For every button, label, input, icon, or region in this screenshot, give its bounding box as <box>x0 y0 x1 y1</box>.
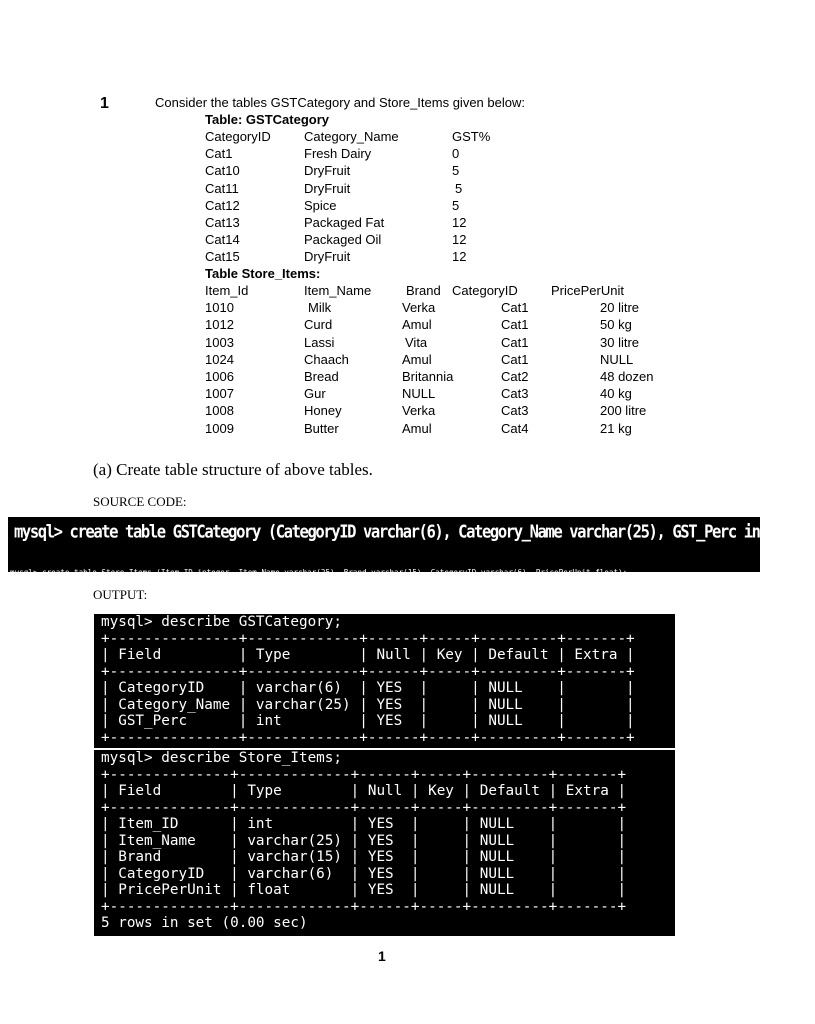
table-header-cell: GST% <box>452 129 491 144</box>
table-cell: 1003 <box>205 334 234 350</box>
table-cell: Britannia <box>402 368 454 384</box>
table-cell: Amul <box>402 351 432 367</box>
table1-title: Table: GSTCategory <box>205 112 330 127</box>
table-cell: Vita <box>405 334 428 350</box>
table-cell: 12 <box>452 249 467 265</box>
terminal-line: | CategoryID | varchar(6) | YES | | NULL | | <box>101 865 627 882</box>
table-cell: 1024 <box>205 351 234 367</box>
table-cell: DryFruit <box>304 180 351 196</box>
sql-query-ok-line: Query OK, 0 rows affected (0.04 sec) <box>10 598 175 607</box>
terminal-line: | PricePerUnit | float | YES | | NULL | | <box>101 882 627 898</box>
table-header-row <box>205 283 665 300</box>
gstcategory-table <box>205 129 505 267</box>
table-header-cell: PricePerUnit <box>551 283 624 298</box>
table-cell: 12 <box>452 232 467 248</box>
table-cell: Cat13 <box>205 214 240 230</box>
terminal-line: | Brand | varchar(15) | YES | | NULL | | <box>101 849 627 865</box>
table-cell: Verka <box>402 403 436 419</box>
table-cell: Cat1 <box>205 146 233 162</box>
table-cell: Cat3 <box>501 403 529 419</box>
table-cell: Bread <box>304 368 339 384</box>
table2-title: Table Store_Items: <box>205 266 321 281</box>
table-cell: Amul <box>402 317 432 333</box>
table-cell: Packaged Oil <box>304 232 382 248</box>
table-row <box>205 232 505 249</box>
terminal-line: | Field | Type | Null | Key | Default | Extra | <box>101 783 627 799</box>
terminal-line: +---------------+-------------+------+-----+---------+-------+ <box>101 630 635 647</box>
table-row <box>205 215 505 232</box>
terminal-line: | CategoryID | varchar(6) | YES | | NULL | | <box>101 680 635 696</box>
table-cell: Cat1 <box>501 317 529 333</box>
table-cell: NULL <box>600 351 634 367</box>
table-header-cell: Item_Id <box>205 283 249 298</box>
table-cell: Cat1 <box>501 300 529 316</box>
table-row <box>205 335 665 352</box>
table-cell: 0 <box>452 146 460 162</box>
table-row <box>205 300 665 317</box>
table-cell: Cat3 <box>501 386 529 402</box>
table-row <box>205 198 505 215</box>
terminal-line: mysql> describe GSTCategory; <box>101 614 343 630</box>
terminal-line: +--------------+-------------+------+-----+---------+-------+ <box>101 898 627 915</box>
terminal-line: | Item_Name | varchar(25) | YES | | NULL | | <box>101 832 627 849</box>
sql-create-gstcategory: mysql> create table GSTCategory (CategoryID varchar(6), Category_Name varchar(25), GST_Perc integer); <box>8 517 760 547</box>
table-cell: DryFruit <box>304 163 351 179</box>
table-cell: 200 litre <box>600 403 647 419</box>
table-row <box>205 249 505 266</box>
terminal-line: +--------------+-------------+------+-----+---------+-------+ <box>101 799 627 816</box>
table-cell: Cat10 <box>205 163 240 179</box>
table-cell: 1010 <box>205 300 234 316</box>
table-cell: 5 <box>452 163 460 179</box>
describe-gstcategory-output <box>94 614 675 748</box>
table-header-row <box>205 129 505 146</box>
table-cell: Cat15 <box>205 249 240 265</box>
table-header-cell: Brand <box>406 283 441 298</box>
table-header-cell: CategoryID <box>205 129 271 144</box>
terminal-line: | Category_Name | varchar(25) | YES | | NULL | | <box>101 696 635 713</box>
table-row <box>205 369 665 386</box>
sql-create-store-items-line: mysql> create table Store_Items (Item_ID integer, Item_Name varchar(25), Brand varchar(15), CategoryID varchar(6), PricePerUnit float); <box>10 568 628 577</box>
table-row <box>205 163 505 180</box>
table-cell: 30 litre <box>600 334 640 350</box>
part-a-heading: (a) Create table structure of above tables. <box>93 460 373 479</box>
table-row <box>205 386 665 403</box>
table-cell: Lassi <box>304 334 335 350</box>
terminal-line: +---------------+-------------+------+-----+---------+-------+ <box>101 729 635 746</box>
table-cell: 5 <box>452 197 460 213</box>
terminal-line: | Item_ID | int | YES | | NULL | | <box>101 816 627 832</box>
table-cell: DryFruit <box>304 249 351 265</box>
table-cell: Cat2 <box>501 368 529 384</box>
table-cell: Chaach <box>304 351 349 367</box>
terminal-line: | GST_Perc | int | YES | | NULL | | <box>101 713 635 729</box>
table-cell: Cat1 <box>501 334 529 350</box>
table-cell: Cat11 <box>205 180 239 196</box>
question-number: 1 <box>100 95 109 112</box>
table-cell: Cat1 <box>501 351 529 367</box>
table-cell: 1006 <box>205 368 234 384</box>
table-header-cell: CategoryID <box>452 283 518 298</box>
table-row <box>205 317 665 334</box>
question-intro: Consider the tables GSTCategory and Store_Items given below: <box>155 95 525 110</box>
table-row <box>205 421 665 438</box>
table-cell: Verka <box>402 300 436 316</box>
source-code-label: SOURCE CODE: <box>93 494 187 509</box>
page-number: 1 <box>378 948 386 964</box>
table-cell: 50 kg <box>600 317 632 333</box>
table-header-cell: Category_Name <box>304 129 399 144</box>
table-row <box>205 352 665 369</box>
terminal-line: +--------------+-------------+------+-----+---------+-------+ <box>101 766 627 783</box>
table-cell: Milk <box>308 300 332 316</box>
table-cell: Butter <box>304 420 339 436</box>
table-cell: Amul <box>402 420 432 436</box>
terminal-line: 5 rows in set (0.00 sec) <box>101 915 308 931</box>
output-label: OUTPUT: <box>93 587 148 602</box>
store-items-table <box>205 283 665 438</box>
describe-store-items-output <box>94 750 675 936</box>
table-cell: NULL <box>402 386 436 402</box>
table-cell: Cat4 <box>501 420 529 436</box>
table-cell: Spice <box>304 197 337 213</box>
table-header-cell: Item_Name <box>304 283 372 298</box>
table-cell: Cat14 <box>205 232 240 248</box>
table-cell: 1009 <box>205 420 234 436</box>
table-cell: Honey <box>304 403 342 419</box>
terminal-line: mysql> describe Store_Items; <box>101 750 343 766</box>
table-cell: Fresh Dairy <box>304 146 372 162</box>
table-cell: 12 <box>452 214 467 230</box>
table-cell: 1007 <box>205 386 234 402</box>
table-cell: 48 dozen <box>600 368 654 384</box>
table-row <box>205 146 505 163</box>
table-cell: 1012 <box>205 317 234 333</box>
table-cell: Packaged Fat <box>304 214 385 230</box>
terminal-line: +---------------+-------------+------+-----+---------+-------+ <box>101 663 635 680</box>
table-cell: 5 <box>455 180 463 196</box>
table-row <box>205 403 665 420</box>
table-cell: Curd <box>304 317 333 333</box>
terminal-line: | Field | Type | Null | Key | Default | Extra | <box>101 647 635 663</box>
table-cell: 20 litre <box>600 300 640 316</box>
table-cell: Cat12 <box>205 197 240 213</box>
table-cell: 40 kg <box>600 386 632 402</box>
table-cell: Gur <box>304 386 326 402</box>
table-cell: 1008 <box>205 403 234 419</box>
table-row <box>205 181 505 198</box>
table-cell: 21 kg <box>600 420 632 436</box>
